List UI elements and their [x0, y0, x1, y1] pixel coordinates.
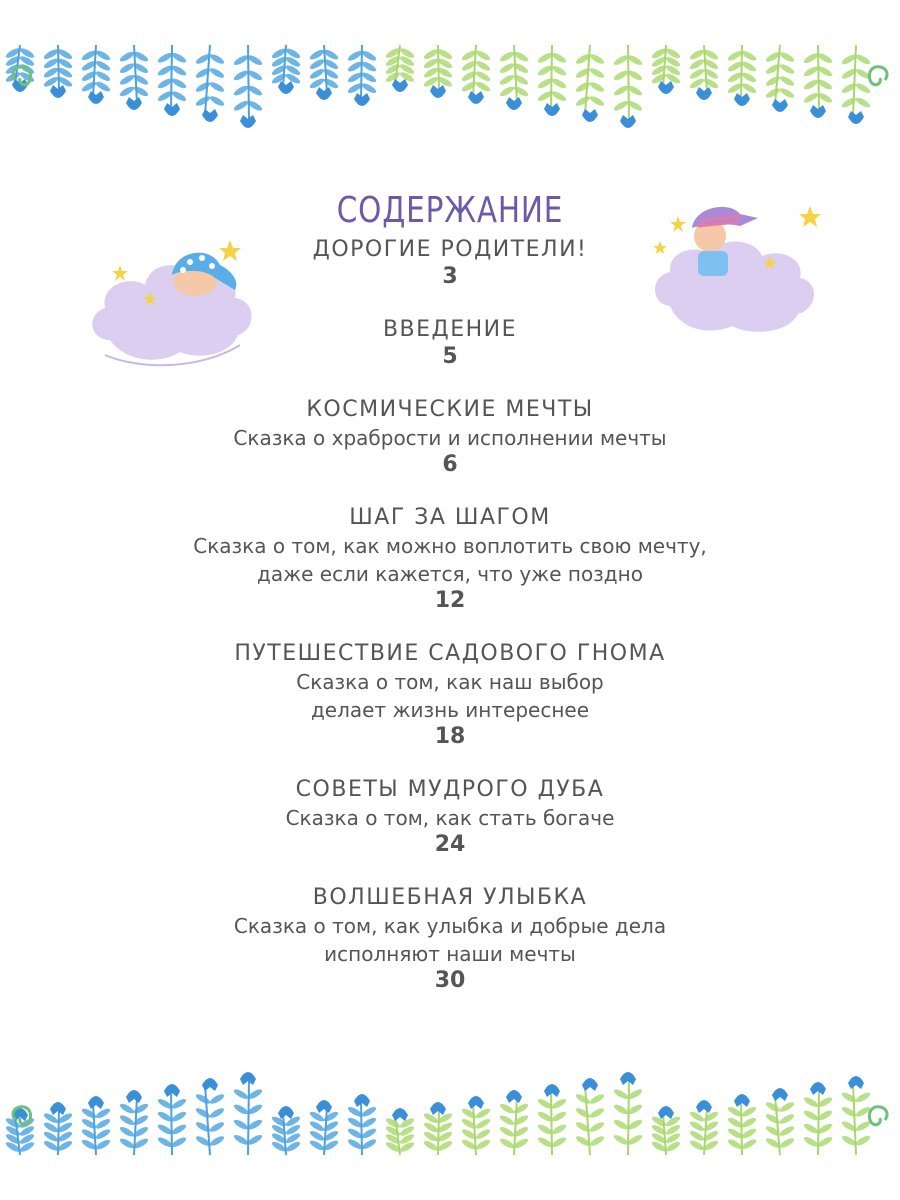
toc-entry-subtitle: Сказка о том, как стать богаче — [285, 806, 615, 830]
page-title: СОДЕРЖАНИЕ — [336, 190, 564, 232]
toc-entry[interactable] — [0, 236, 900, 290]
toc-entry-subtitle: Сказка о том, как наш выбор — [296, 670, 604, 694]
toc-entry-page-number: 30 — [434, 968, 466, 993]
toc-entry-subtitle: делает жизнь интереснее — [310, 698, 590, 722]
floral-border-bottom — [0, 1060, 900, 1160]
toc-entry-heading: ДОРОГИЕ РОДИТЕЛИ! — [312, 237, 588, 262]
floral-border-top — [0, 40, 900, 140]
toc-entry[interactable] — [0, 640, 900, 750]
toc-entry[interactable] — [0, 504, 900, 614]
toc-entry[interactable] — [0, 396, 900, 478]
toc-entry-page-number: 3 — [442, 264, 458, 289]
toc-entry-page-number: 12 — [434, 588, 466, 613]
toc-entry-subtitle: Сказка о том, как улыбка и добрые дела — [233, 914, 667, 938]
toc-entry-subtitle: исполняют наши мечты — [324, 942, 576, 966]
toc-entry-heading: ВОЛШЕБНАЯ УЛЫБКА — [312, 885, 588, 910]
toc-entry-heading: СОВЕТЫ МУДРОГО ДУБА — [295, 777, 605, 802]
toc-entry-heading: ВВЕДЕНИЕ — [382, 317, 518, 342]
toc-entry-subtitle: даже если кажется, что уже поздно — [257, 562, 643, 586]
toc-entry-heading: ШАГ ЗА ШАГОМ — [349, 505, 551, 530]
toc-entry[interactable] — [0, 776, 900, 858]
toc-entry[interactable] — [0, 316, 900, 370]
toc-entry-heading: ПУТЕШЕСТВИЕ САДОВОГО ГНОМА — [234, 641, 666, 666]
toc-entry-subtitle: Сказка о том, как можно воплотить свою мечту, — [193, 534, 707, 558]
table-of-contents — [0, 236, 900, 1020]
toc-entry-heading: КОСМИЧЕСКИЕ МЕЧТЫ — [306, 397, 594, 422]
toc-entry-subtitle: Сказка о храбрости и исполнении мечты — [233, 426, 667, 450]
toc-entry-page-number: 18 — [434, 724, 466, 749]
toc-entry-page-number: 5 — [442, 344, 458, 369]
toc-entry-page-number: 24 — [434, 832, 466, 857]
toc-entry[interactable] — [0, 884, 900, 994]
toc-entry-page-number: 6 — [442, 452, 458, 477]
